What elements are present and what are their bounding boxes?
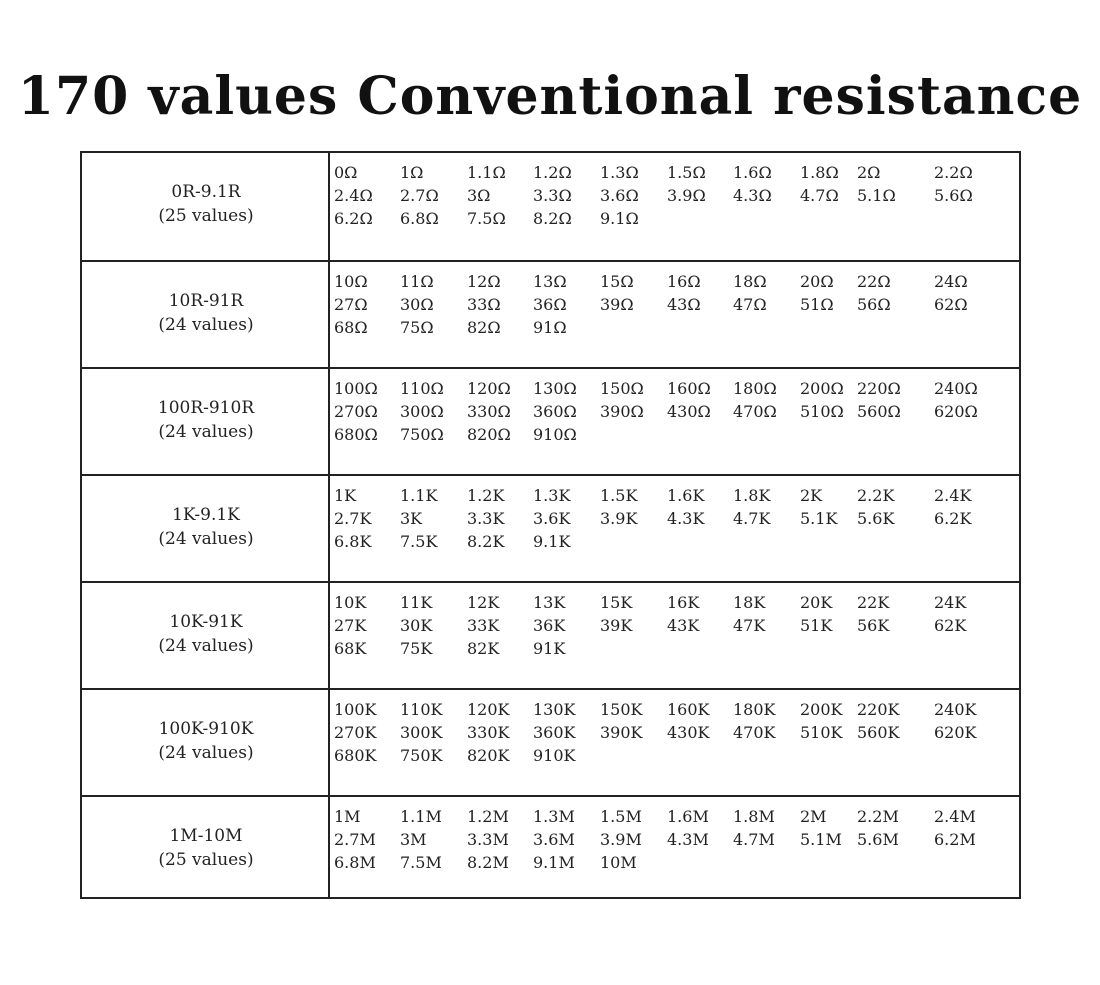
resistance-value: 1.6M <box>667 807 709 826</box>
resistance-value: 18K <box>733 593 766 612</box>
resistance-value: 270Ω <box>334 402 378 421</box>
resistance-value: 130Ω <box>533 379 577 398</box>
resistance-value: 200Ω <box>800 379 844 398</box>
table-row <box>82 474 1019 581</box>
resistance-value: 5.6Ω <box>934 186 973 205</box>
range-cell <box>82 369 330 474</box>
resistance-value: 91Ω <box>533 318 567 337</box>
resistance-value: 8.2M <box>467 853 509 872</box>
resistance-value: 7.5M <box>400 853 442 872</box>
resistance-value: 1K <box>334 486 357 505</box>
resistance-value: 430K <box>667 723 710 742</box>
resistance-value: 620K <box>934 723 977 742</box>
values-cell <box>332 583 1019 688</box>
resistance-value: 240K <box>934 700 977 719</box>
resistance-value: 1Ω <box>400 163 424 182</box>
resistance-value: 330K <box>467 723 510 742</box>
range-cell <box>82 797 330 897</box>
resistance-value: 75Ω <box>400 318 434 337</box>
resistance-value: 20K <box>800 593 833 612</box>
resistance-value: 51K <box>800 616 833 635</box>
resistance-value: 39K <box>600 616 633 635</box>
range-label: 100R-910R <box>157 398 255 418</box>
resistance-value: 3.6K <box>533 509 571 528</box>
resistance-value: 6.2Ω <box>334 209 373 228</box>
resistance-value: 5.6M <box>857 830 899 849</box>
resistance-value: 2.7M <box>334 830 376 849</box>
table-row <box>82 581 1019 688</box>
resistance-value: 150K <box>600 700 643 719</box>
resistance-value: 360Ω <box>533 402 577 421</box>
resistance-value: 10M <box>600 853 637 872</box>
range-cell <box>82 476 330 581</box>
resistance-value: 62Ω <box>934 295 968 314</box>
resistance-value: 1.6Ω <box>733 163 772 182</box>
value-count-label: (25 values) <box>158 206 254 226</box>
values-cell <box>332 797 1019 897</box>
resistance-value: 470K <box>733 723 776 742</box>
resistance-value: 120K <box>467 700 510 719</box>
resistance-value: 22Ω <box>857 272 891 291</box>
range-label: 10R-91R <box>168 291 244 311</box>
resistance-value: 3.3M <box>467 830 509 849</box>
resistance-value: 180K <box>733 700 776 719</box>
value-count-label: (24 values) <box>158 529 254 549</box>
resistance-value: 560K <box>857 723 900 742</box>
resistance-value: 3.6Ω <box>600 186 639 205</box>
resistance-value: 1.3Ω <box>600 163 639 182</box>
resistance-value: 11K <box>400 593 433 612</box>
resistance-value: 510K <box>800 723 843 742</box>
range-cell <box>82 153 330 260</box>
range-cell <box>82 583 330 688</box>
resistance-value: 330Ω <box>467 402 511 421</box>
page-title: 170 values Conventional resistance <box>17 66 1083 127</box>
resistance-value: 75K <box>400 639 433 658</box>
resistance-value: 24K <box>934 593 967 612</box>
resistance-value: 620Ω <box>934 402 978 421</box>
resistance-value: 430Ω <box>667 402 711 421</box>
resistance-value: 2K <box>800 486 823 505</box>
resistance-value: 120Ω <box>467 379 511 398</box>
resistance-value: 4.3K <box>667 509 705 528</box>
resistance-value: 1.1Ω <box>467 163 506 182</box>
resistance-value: 2.7K <box>334 509 372 528</box>
resistance-value: 22K <box>857 593 890 612</box>
resistance-value: 9.1K <box>533 532 571 551</box>
range-cell <box>82 690 330 795</box>
resistance-value: 7.5Ω <box>467 209 506 228</box>
resistance-value: 20Ω <box>800 272 834 291</box>
resistance-value: 3M <box>400 830 427 849</box>
resistance-table <box>80 151 1021 899</box>
resistance-value: 8.2K <box>467 532 505 551</box>
value-count-label: (24 values) <box>158 743 254 763</box>
resistance-value: 2Ω <box>857 163 881 182</box>
range-label: 100K-910K <box>158 719 254 739</box>
resistance-value: 4.3M <box>667 830 709 849</box>
resistance-value: 1.5Ω <box>667 163 706 182</box>
resistance-value: 15K <box>600 593 633 612</box>
resistance-value: 200K <box>800 700 843 719</box>
resistance-value: 2.4K <box>934 486 972 505</box>
values-cell <box>332 690 1019 795</box>
resistance-value: 110Ω <box>400 379 444 398</box>
resistance-value: 9.1Ω <box>600 209 639 228</box>
resistance-value: 13Ω <box>533 272 567 291</box>
resistance-value: 1.8M <box>733 807 775 826</box>
resistance-value: 1.1M <box>400 807 442 826</box>
resistance-value: 56Ω <box>857 295 891 314</box>
resistance-value: 100Ω <box>334 379 378 398</box>
resistance-value: 2M <box>800 807 827 826</box>
resistance-value: 27K <box>334 616 367 635</box>
resistance-value: 33K <box>467 616 500 635</box>
resistance-value: 16Ω <box>667 272 701 291</box>
resistance-value: 910Ω <box>533 425 577 444</box>
resistance-value: 51Ω <box>800 295 834 314</box>
resistance-value: 2.2M <box>857 807 899 826</box>
resistance-value: 62K <box>934 616 967 635</box>
resistance-value: 220Ω <box>857 379 901 398</box>
resistance-value: 16K <box>667 593 700 612</box>
resistance-value: 1.1K <box>400 486 438 505</box>
resistance-value: 30Ω <box>400 295 434 314</box>
resistance-value: 110K <box>400 700 443 719</box>
resistance-value: 1.5K <box>600 486 638 505</box>
resistance-value: 15Ω <box>600 272 634 291</box>
resistance-value: 5.1K <box>800 509 838 528</box>
resistance-value: 560Ω <box>857 402 901 421</box>
resistance-value: 3.9Ω <box>667 186 706 205</box>
resistance-value: 240Ω <box>934 379 978 398</box>
resistance-value: 82K <box>467 639 500 658</box>
resistance-value: 3.3K <box>467 509 505 528</box>
resistance-value: 150Ω <box>600 379 644 398</box>
resistance-value: 100K <box>334 700 377 719</box>
values-cell <box>332 369 1019 474</box>
resistance-value: 3.6M <box>533 830 575 849</box>
table-row <box>82 153 1019 260</box>
resistance-value: 1.6K <box>667 486 705 505</box>
resistance-value: 820Ω <box>467 425 511 444</box>
resistance-value: 2.2Ω <box>934 163 973 182</box>
resistance-value: 68K <box>334 639 367 658</box>
resistance-value: 1.5M <box>600 807 642 826</box>
resistance-value: 10Ω <box>334 272 368 291</box>
resistance-value: 390K <box>600 723 643 742</box>
value-count-label: (24 values) <box>158 315 254 335</box>
resistance-value: 8.2Ω <box>533 209 572 228</box>
value-count-label: (25 values) <box>158 850 254 870</box>
resistance-value: 3K <box>400 509 423 528</box>
resistance-value: 39Ω <box>600 295 634 314</box>
resistance-value: 910K <box>533 746 576 765</box>
resistance-value: 11Ω <box>400 272 434 291</box>
resistance-value: 6.8M <box>334 853 376 872</box>
resistance-value: 4.3Ω <box>733 186 772 205</box>
resistance-value: 3.3Ω <box>533 186 572 205</box>
resistance-value: 4.7K <box>733 509 771 528</box>
resistance-value: 5.1M <box>800 830 842 849</box>
resistance-value: 12Ω <box>467 272 501 291</box>
resistance-value: 7.5K <box>400 532 438 551</box>
resistance-value: 130K <box>533 700 576 719</box>
resistance-value: 43K <box>667 616 700 635</box>
resistance-value: 0Ω <box>334 163 358 182</box>
resistance-value: 270K <box>334 723 377 742</box>
resistance-value: 5.1Ω <box>857 186 896 205</box>
resistance-value: 470Ω <box>733 402 777 421</box>
resistance-value: 2.7Ω <box>400 186 439 205</box>
resistance-value: 68Ω <box>334 318 368 337</box>
range-label: 0R-9.1R <box>171 182 241 202</box>
resistance-value: 10K <box>334 593 367 612</box>
resistance-value: 33Ω <box>467 295 501 314</box>
range-label: 1M-10M <box>169 826 243 846</box>
resistance-value: 4.7Ω <box>800 186 839 205</box>
table-row <box>82 688 1019 795</box>
resistance-value: 750Ω <box>400 425 444 444</box>
resistance-value: 36Ω <box>533 295 567 314</box>
resistance-value: 9.1M <box>533 853 575 872</box>
resistance-value: 3.9M <box>600 830 642 849</box>
resistance-value: 390Ω <box>600 402 644 421</box>
range-cell <box>82 262 330 367</box>
resistance-value: 2.4M <box>934 807 976 826</box>
value-count-label: (24 values) <box>158 636 254 656</box>
resistance-value: 5.6K <box>857 509 895 528</box>
resistance-value: 820K <box>467 746 510 765</box>
value-count-label: (24 values) <box>158 422 254 442</box>
resistance-value: 160K <box>667 700 710 719</box>
values-cell <box>332 476 1019 581</box>
resistance-value: 6.8K <box>334 532 372 551</box>
resistance-value: 3Ω <box>467 186 491 205</box>
resistance-value: 18Ω <box>733 272 767 291</box>
resistance-value: 750K <box>400 746 443 765</box>
resistance-value: 1.2Ω <box>533 163 572 182</box>
resistance-value: 1.2K <box>467 486 505 505</box>
resistance-value: 180Ω <box>733 379 777 398</box>
resistance-value: 43Ω <box>667 295 701 314</box>
resistance-value: 2.4Ω <box>334 186 373 205</box>
resistance-value: 360K <box>533 723 576 742</box>
resistance-value: 680Ω <box>334 425 378 444</box>
table-row <box>82 795 1019 897</box>
resistance-value: 300Ω <box>400 402 444 421</box>
resistance-value: 510Ω <box>800 402 844 421</box>
resistance-value: 47Ω <box>733 295 767 314</box>
resistance-value: 27Ω <box>334 295 368 314</box>
resistance-value: 24Ω <box>934 272 968 291</box>
resistance-value: 30K <box>400 616 433 635</box>
resistance-value: 1.8K <box>733 486 771 505</box>
resistance-value: 56K <box>857 616 890 635</box>
resistance-value: 2.2K <box>857 486 895 505</box>
resistance-value: 13K <box>533 593 566 612</box>
resistance-value: 680K <box>334 746 377 765</box>
resistance-value: 6.2M <box>934 830 976 849</box>
resistance-value: 4.7M <box>733 830 775 849</box>
resistance-value: 160Ω <box>667 379 711 398</box>
range-label: 10K-91K <box>169 612 243 632</box>
range-label: 1K-9.1K <box>172 505 240 525</box>
resistance-value: 3.9K <box>600 509 638 528</box>
resistance-value: 91K <box>533 639 566 658</box>
values-cell <box>332 262 1019 367</box>
values-cell <box>332 153 1019 260</box>
resistance-value: 1M <box>334 807 361 826</box>
resistance-value: 1.8Ω <box>800 163 839 182</box>
table-row <box>82 260 1019 367</box>
resistance-value: 47K <box>733 616 766 635</box>
resistance-value: 12K <box>467 593 500 612</box>
resistance-value: 1.2M <box>467 807 509 826</box>
resistance-value: 6.8Ω <box>400 209 439 228</box>
resistance-value: 300K <box>400 723 443 742</box>
resistance-value: 220K <box>857 700 900 719</box>
resistance-value: 82Ω <box>467 318 501 337</box>
resistance-value: 36K <box>533 616 566 635</box>
table-row <box>82 367 1019 474</box>
resistance-value: 6.2K <box>934 509 972 528</box>
resistance-value: 1.3K <box>533 486 571 505</box>
resistance-value: 1.3M <box>533 807 575 826</box>
